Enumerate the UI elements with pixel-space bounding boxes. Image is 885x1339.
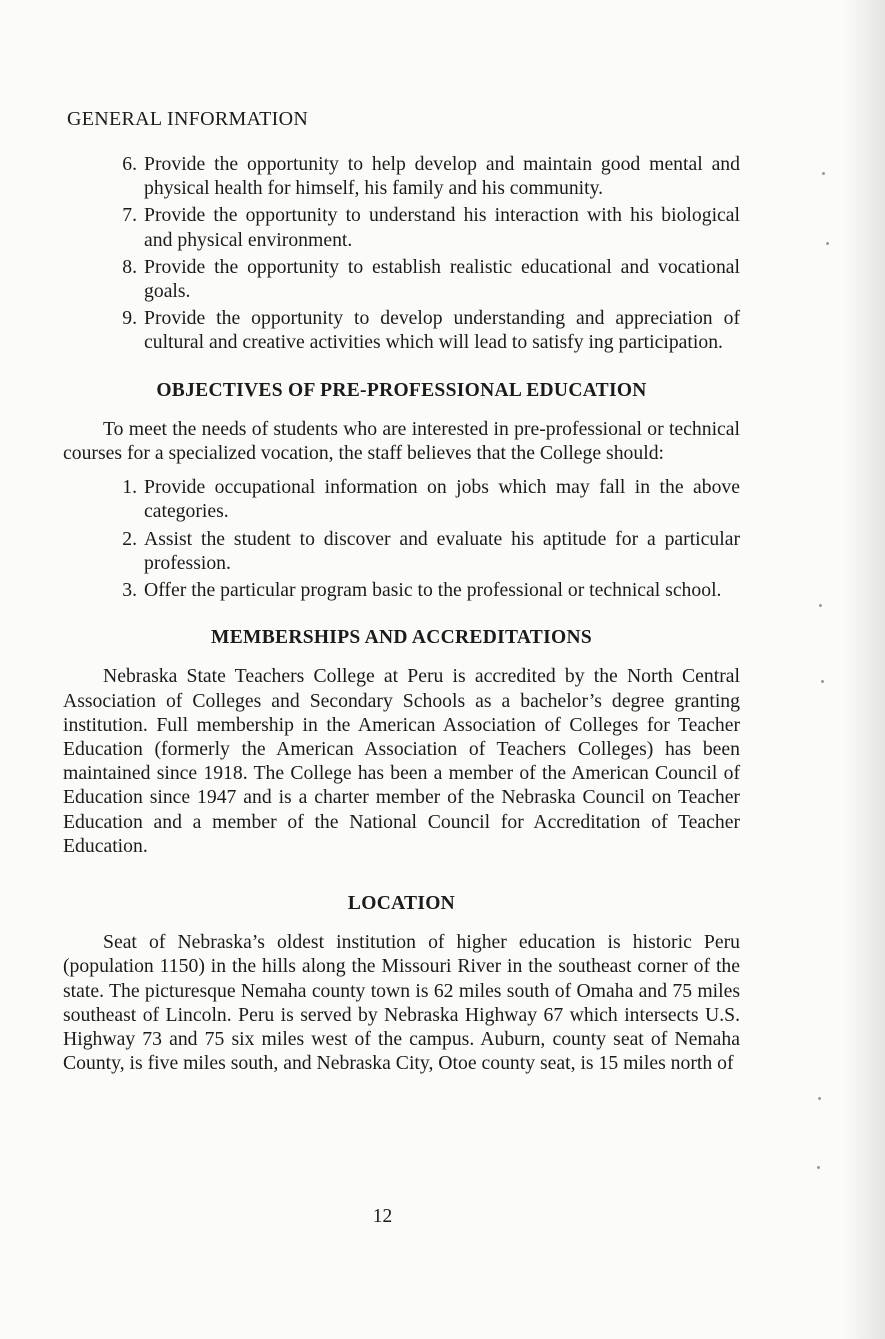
section-heading-pre-professional: OBJECTIVES OF PRE-PROFESSIONAL EDUCATION <box>156 379 647 401</box>
scan-speck <box>819 604 822 607</box>
list-item-number: 2. <box>122 527 137 550</box>
list-item <box>103 152 740 200</box>
list-item-number: 6. <box>122 153 137 175</box>
general-goals-list <box>103 152 740 355</box>
page-number: 12 <box>372 1206 393 1227</box>
running-head: GENERAL INFORMATION <box>67 108 309 130</box>
list-item-text: Provide the opportunity to develop understanding and appreciation of cultural and creative activities which will lead to satisfy ing participation. <box>144 307 740 354</box>
memberships-paragraph: Nebraska State Teachers College at Peru is accredited by the North Central Association of Colleges and Secondary Schools as a bachelor’s degree granting institution. Full membership in the American Association of Colleges for Teacher Education (formerly the American Association of Teachers Colleges) has been maintained since 1918. The College has been a member of the American Council of Education since 1947 and is a charter member of the Nebraska Council on Teacher Education and a member of the National Council for Accreditation of Teacher Education. <box>63 665 740 857</box>
pre-professional-intro: To meet the needs of students who are interested in pre-professional or technical courses for a specialized vocation, the staff believes that the College should: <box>63 417 740 465</box>
list-item-text: Provide the opportunity to understand his interaction with his biological and physical environment. <box>144 204 740 251</box>
scan-speck <box>826 242 829 245</box>
list-item-text: Provide the opportunity to establish realistic educational and vocational goals. <box>144 255 740 303</box>
list-item-number: 8. <box>122 255 137 278</box>
scan-speck <box>821 680 824 683</box>
location-paragraph: Seat of Nebraska’s oldest institution of higher education is historic Peru (population 1150) in the hills along the Missouri River in the southeast corner of the state. The picturesque Nemaha county town is 62 miles south of Omaha and 75 miles southeast of Lincoln. Peru is served by Nebraska Highway 67 which intersects U.S. Highway 73 and 75 six miles west of the campus. Auburn, county seat of Nemaha County, is five miles south, and Nebraska City, Otoe county seat, is 15 miles north of <box>63 931 740 1075</box>
list-item-text: Assist the student to discover and evaluate his aptitude for a particular profession. <box>144 527 740 574</box>
list-item-text: Provide occupational information on jobs which may fall in the above categories. <box>144 476 740 523</box>
list-item-text: Offer the particular program basic to the professional or technical school. <box>144 579 722 602</box>
list-item <box>103 578 740 602</box>
list-item-number: 3. <box>122 579 137 602</box>
page-body <box>63 152 740 1079</box>
page-edge-shadow <box>843 0 885 1339</box>
list-item <box>103 203 740 251</box>
pre-professional-list <box>103 475 740 602</box>
list-item-number: 1. <box>122 476 137 499</box>
list-item <box>103 475 740 523</box>
section-heading-memberships: MEMBERSHIPS AND ACCREDITATIONS <box>210 627 592 649</box>
scan-speck <box>822 172 825 175</box>
list-item-number: 7. <box>122 204 137 227</box>
list-item <box>103 255 740 303</box>
list-item <box>103 527 740 575</box>
list-item-number: 9. <box>122 307 137 330</box>
list-item <box>103 306 740 354</box>
list-item-text: Provide the opportunity to help develop and maintain good mental and physical health for himself, his family and his community. <box>144 153 740 200</box>
section-heading-location: LOCATION <box>347 893 456 915</box>
scan-speck <box>818 1097 821 1100</box>
scan-speck <box>817 1166 820 1169</box>
